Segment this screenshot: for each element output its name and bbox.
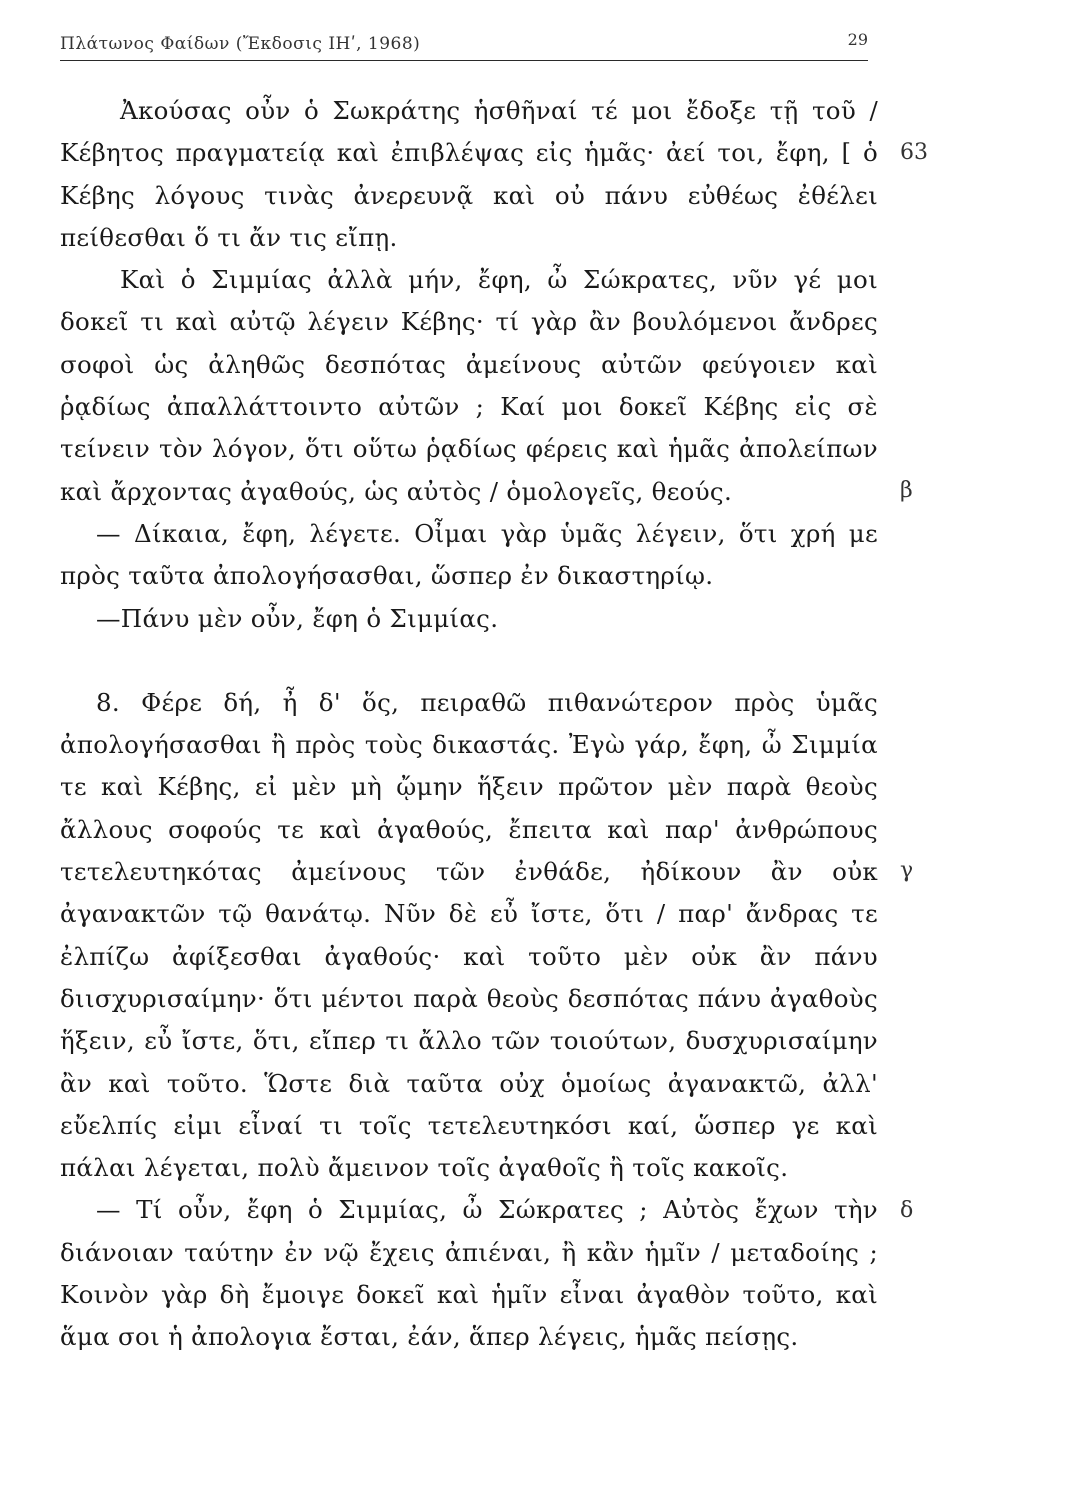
paragraph: —Πάνυ μὲν οὖν, ἔφη ὁ Σιμμίας. bbox=[96, 603, 499, 633]
section-paragraph: 8. Φέρε δή, ἦ δ' ὅς, πειραθῶ πιθανώτερον πρὸς ὑμᾶς ἀπολογήσασθαι ἢ πρὸς τοὺς δικαστάς. Ἐγὼ γάρ, ἔφη, ὦ Σιμμία τε καὶ Κέβης, εἰ μὲν μὴ ᾤμην ἥξειν πρῶτον μὲν παρὰ θεοὺς ἄλλους σοφούς τε καὶ ἀγαθούς, ἔπειτα καὶ παρ' ἀνθρώπους τετελευτηκότας ἀμείνους τῶν ἐνθάδε, ἠδίκουν ἂν οὐκ ἀγανακτῶν τῷ θανάτῳ. Νῦν δὲ εὖ ἴστε, ὅτι / παρ' ἄνδρας τε ἐλπίζω ἀφίξεσθαι ἀγαθούς· καὶ τοῦτο μὲν οὐκ ἂν πάνυ διισχυρισαίμην· ὅτι μέντοι παρὰ θεοὺς δεσπότας πάνυ ἀγαθοὺς ἥξειν, εὖ ἴστε, ὅτι, εἴπερ τι ἄλλο τῶν τοιούτων, δυσχυρισαίμην ἂν καὶ τοῦτο. Ὥστε διὰ ταῦτα οὐχ ὁμοίως ἀγανακτῶ, ἀλλ' εὔελπίς εἰμι εἶναί τι τοῖς τετελευτηκόσι καί, ὥσπερ γε καὶ πάλαι λέγεται, πολὺ ἄμεινον τοῖς ἀγαθοῖς ἢ τοῖς κακοῖς. bbox=[60, 687, 878, 1183]
running-title: Πλάτωνος Φαίδων (Ἔκδοσις ΙΗʹ, 1968) bbox=[60, 34, 421, 54]
paragraph: — Δίκαια, ἔφη, λέγετε. Οἶμαι γὰρ ὑμᾶς λέγειν, ὅτι χρή με πρὸς ταῦτα ἀπολογήσασθαι, ὥσπερ ἐν δικαστηρίῳ. bbox=[60, 518, 878, 591]
paragraph: Ἀκούσας οὖν ὁ Σωκράτης ἡσθῆναί τέ μοι ἔδοξε τῇ τοῦ / Κέβητος πραγματείᾳ καὶ ἐπιβλέψας εἰς ἡμᾶς· ἀεί τοι, ἔφη, [ ὁ Κέβης λόγους τινὰς ἀνερευνᾷ καὶ οὐ πάνυ εὐθέως ἐθέλει πείθεσθαι ὅ τι ἄν τις εἴπῃ. bbox=[60, 96, 878, 252]
margin-note: δ bbox=[900, 1198, 914, 1223]
body-text bbox=[60, 90, 878, 1359]
paragraph: — Τί οὖν, ἔφη ὁ Σιμμίας, ὦ Σώκρατες ; Αὐτὸς ἔχων τὴν διάνοιαν ταύτην ἐν νῷ ἔχεις ἀπιέναι, ἢ κἂν ἡμῖν / μεταδοίης ; Κοινὸν γὰρ δὴ ἔμοιγε δοκεῖ καὶ ἡμῖν εἶναι ἀγαθὸν τοῦτο, καὶ ἅμα σοι ἡ ἀπολογια ἔσται, ἐάν, ἅπερ λέγεις, ἡμᾶς πείσῃς. bbox=[60, 1195, 878, 1352]
margin-note: γ bbox=[900, 858, 914, 883]
margin-note: 63 bbox=[900, 140, 928, 165]
running-head bbox=[60, 30, 868, 61]
margin-note: β bbox=[900, 478, 913, 503]
page-number: 29 bbox=[847, 30, 868, 49]
paragraph: Καὶ ὁ Σιμμίας ἀλλὰ μήν, ἔφη, ὦ Σώκρατες, νῦν γέ μοι δοκεῖ τι καὶ αὐτῷ λέγειν Κέβης· τί γὰρ ἂν βουλόμενοι ἄνδρες σοφοὶ ὡς ἀληθῶς δεσπότας ἀμείνους αὐτῶν φεύγοιεν καὶ ῥᾳδίως ἀπαλλάττοιντο αὐτῶν ; Καί μοι δοκεῖ Κέβης εἰς σὲ τείνειν τὸν λόγον, ὅτι οὕτω ῥᾳδίως φέρεις καὶ ἡμᾶς ἀπολείπων καὶ ἄρχοντας ἀγαθούς, ὡς αὐτὸς / ὁμολογεῖς, θεούς. bbox=[60, 265, 878, 506]
